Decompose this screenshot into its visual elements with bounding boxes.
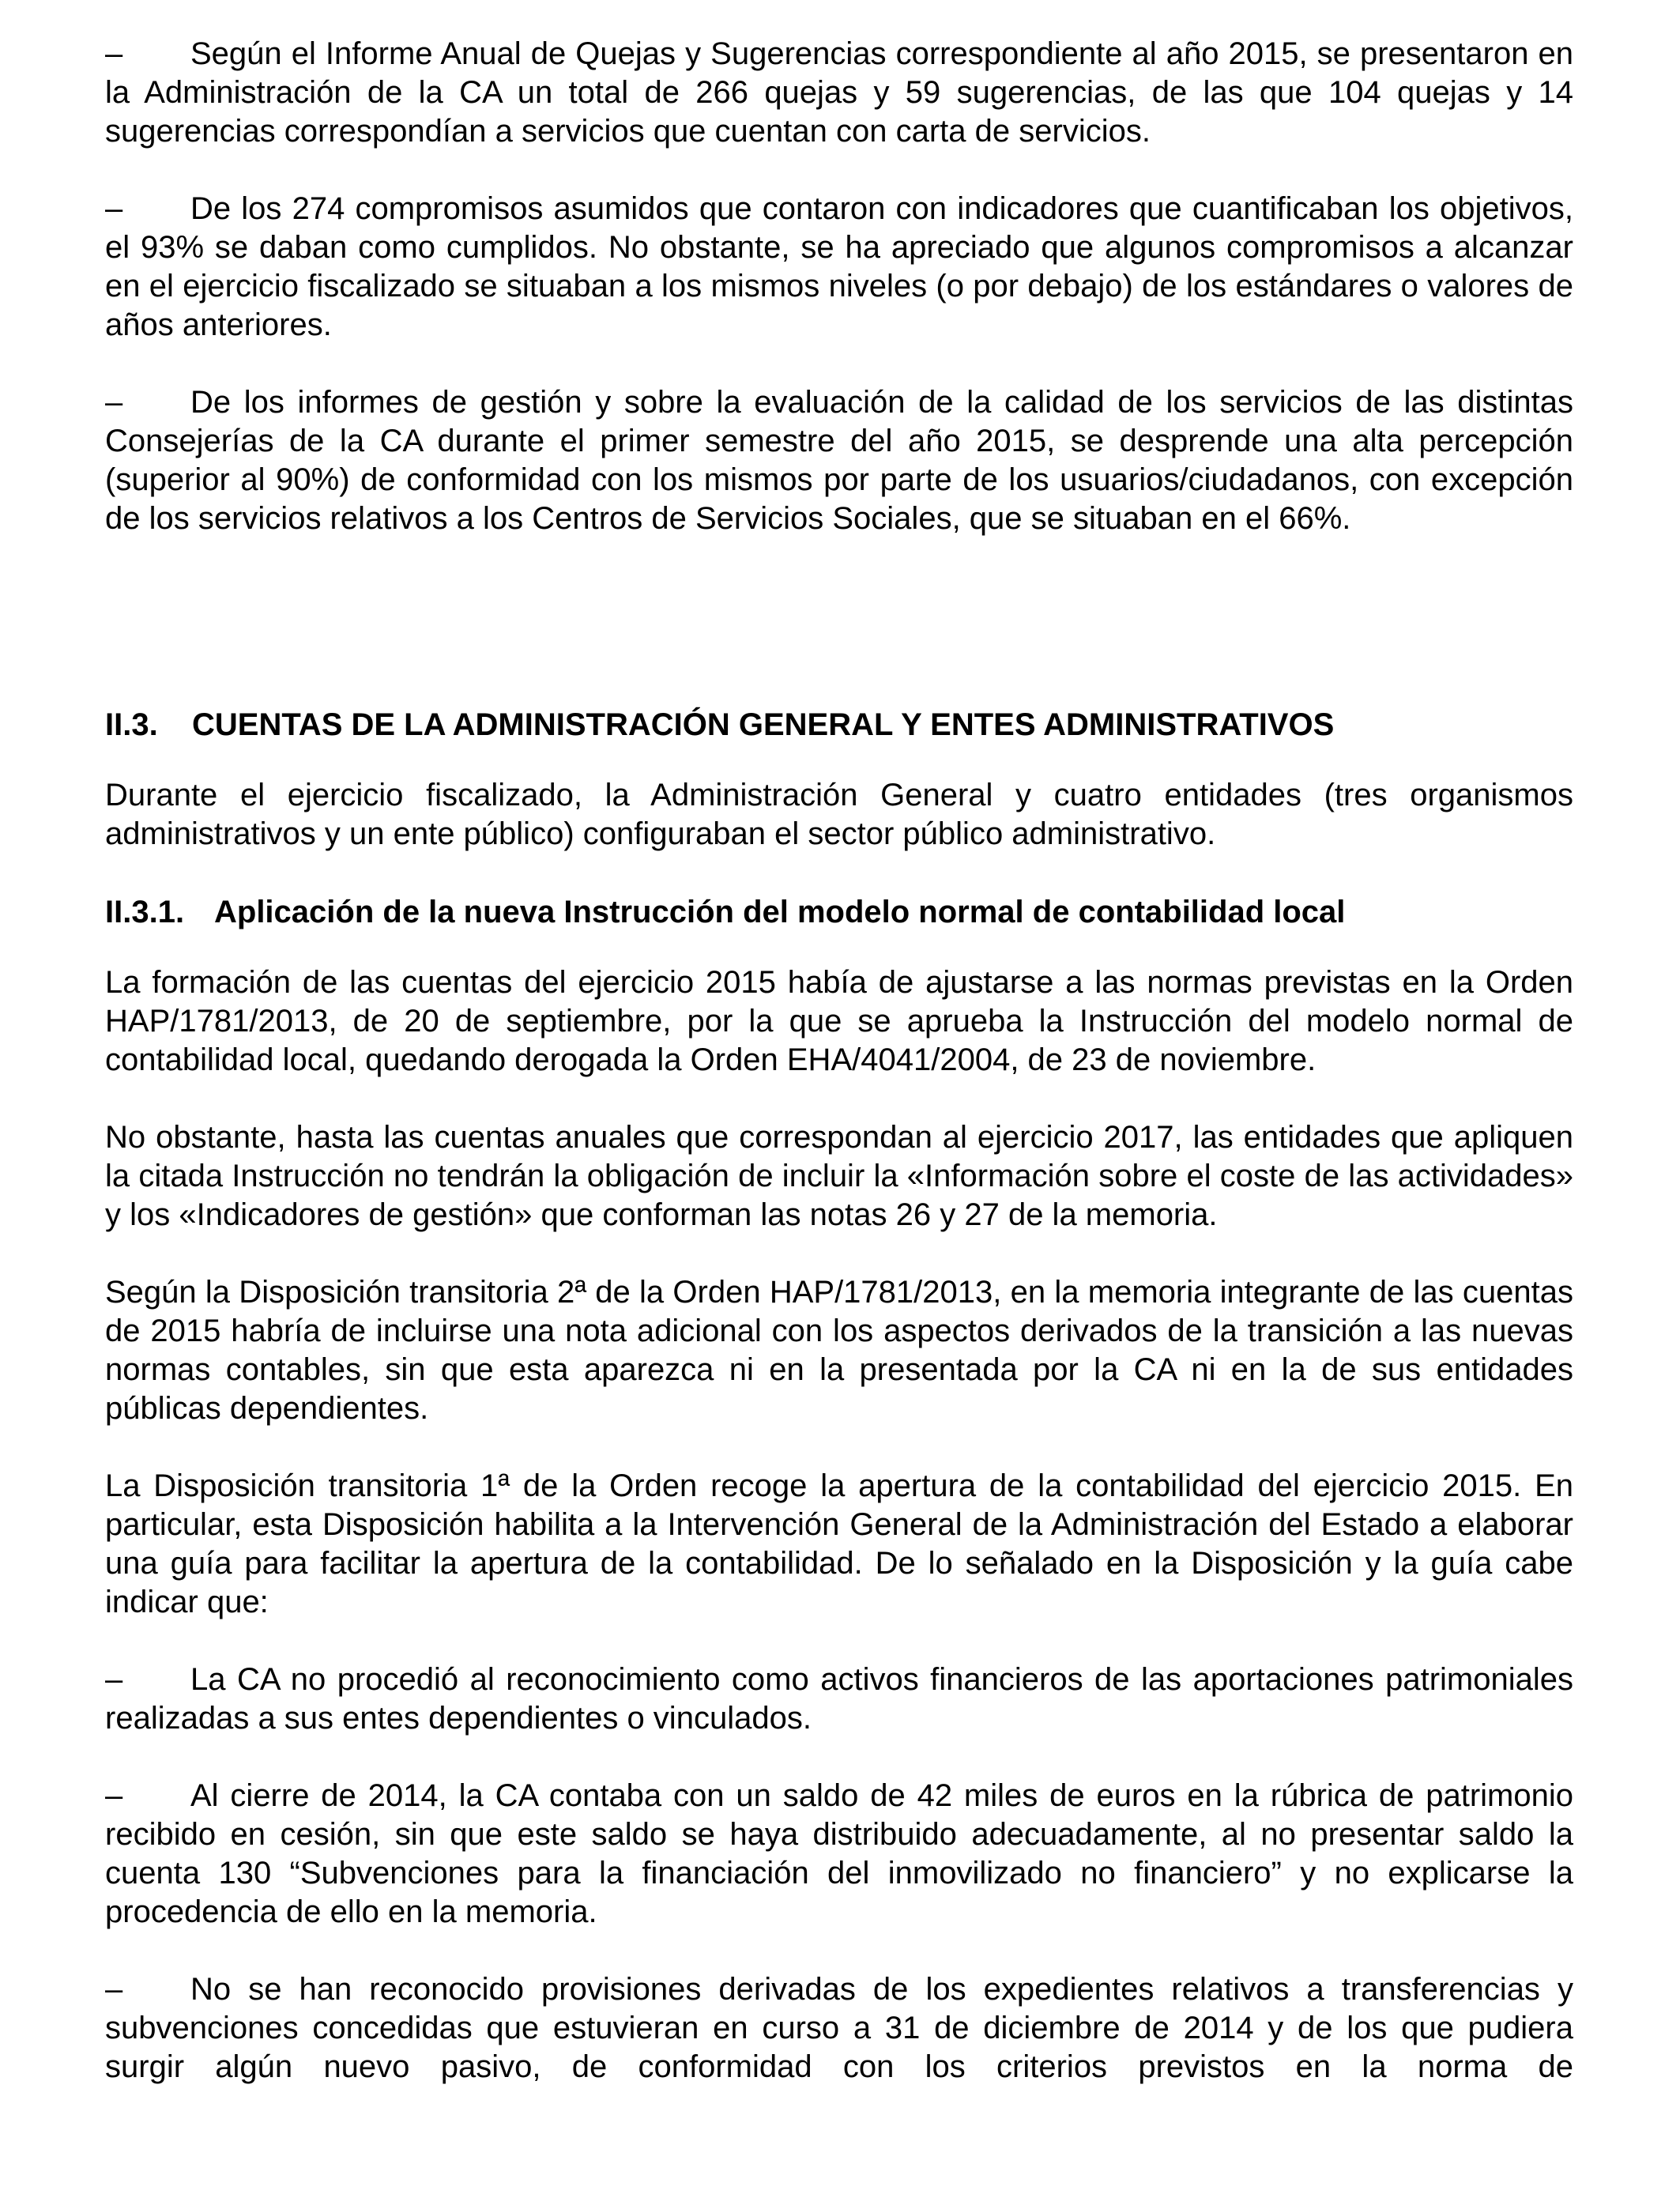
bullet-text: De los informes de gestión y sobre la evaluación de la calidad de los servicios de las distintas Consejerías de la CA durante el primer semestre del año 2015, se desprende una alta percepción (superior al 90%) de conformidad con los mismos por parte de los usuarios/ciudadanos, con excepción de los servicios relativos a los Centros de Servicios Sociales, que se situaban en el 66%. bbox=[105, 385, 1573, 536]
paragraph-no-obstante: No obstante, hasta las cuentas anuales que correspondan al ejercicio 2017, las entidades que apliquen la citada Instrucción no tendrán la obligación de incluir la «Información sobre el coste de las actividades» y los «Indicadores de gestión» que conforman las notas 26 y 27 de la memoria. bbox=[105, 1120, 1573, 1232]
section-heading bbox=[105, 706, 1573, 745]
bullet-paragraph-compromisos bbox=[105, 190, 1573, 345]
bullet-paragraph-activos bbox=[105, 1661, 1573, 1738]
paragraph-disposicion-1: La Disposición transitoria 1ª de la Orden recoge la apertura de la contabilidad del ejercicio 2015. En particular, esta Disposición habilita a la Intervención General de la Administración del Estado a elaborar una guía para facilitar la apertura de la contabilidad. De lo señalado en la Disposición y la guía cabe indicar que: bbox=[105, 1468, 1573, 1619]
section-number: II.3. bbox=[105, 707, 158, 742]
section-intro-paragraph: Durante el ejercicio fiscalizado, la Administración General y cuatro entidades (tres organismos administrativos y un ente público) configuraban el sector público administrativo. bbox=[105, 778, 1573, 851]
bullet-text: Según el Informe Anual de Quejas y Sugerencias correspondiente al año 2015, se presentaron en la Administración de la CA un total de 266 quejas y 59 sugerencias, de las que 104 quejas y 14 sugerencias correspondían a servicios que cuentan con carta de servicios. bbox=[105, 36, 1573, 149]
dash-bullet: – bbox=[105, 191, 123, 226]
bullet-text: La CA no procedió al reconocimiento como activos financieros de las aportaciones patrimoniales realizadas a sus entes dependientes o vinculados. bbox=[105, 1662, 1573, 1736]
bullet-paragraph-informes-gestion bbox=[105, 383, 1573, 538]
bullet-text: De los 274 compromisos asumidos que contaron con indicadores que cuantificaban los objetivos, el 93% se daban como cumplidos. No obstante, se ha apreciado que algunos compromisos a alcanzar en el ejercicio fiscalizado se situaban a los mismos niveles (o por debajo) de los estándares o valores de años anteriores. bbox=[105, 191, 1573, 342]
bullet-text: No se han reconocido provisiones derivadas de los expedientes relativos a transferencias y subvenciones concedidas que estuvieran en curso a 31 de diciembre de 2014 y de los que pudiera surgir algún nuevo pasivo, de conformidad con los criterios previstos en la norma de bbox=[105, 1972, 1573, 2084]
bullet-text: Al cierre de 2014, la CA contaba con un saldo de 42 miles de euros en la rúbrica de patrimonio recibido en cesión, sin que este saldo se haya distribuido adecuadamente, al no presentar saldo la cuenta 130 “Subvenciones para la financiación del inmovilizado no financiero” y no explicarse la procedencia de ello en la memoria. bbox=[105, 1778, 1573, 1929]
dash-bullet: – bbox=[105, 1972, 123, 2007]
dash-bullet: – bbox=[105, 385, 123, 420]
dash-bullet: – bbox=[105, 1778, 123, 1813]
bullet-paragraph-provisiones bbox=[105, 1970, 1573, 2087]
subsection-number: II.3.1. bbox=[105, 895, 185, 929]
paragraph-formacion-cuentas: La formación de las cuentas del ejercicio 2015 había de ajustarse a las normas previstas en la Orden HAP/1781/2013, de 20 de septiembre, por la que se aprueba la Instrucción del modelo normal de contabilidad local, quedando derogada la Orden EHA/4041/2004, de 23 de noviembre. bbox=[105, 965, 1573, 1077]
bullet-paragraph-cierre-2014 bbox=[105, 1777, 1573, 1932]
paragraph-disposicion-2: Según la Disposición transitoria 2ª de la Orden HAP/1781/2013, en la memoria integrante de las cuentas de 2015 habría de incluirse una nota adicional con los aspectos derivados de la transición a las nuevas normas contables, sin que esta aparezca ni en la presentada por la CA ni en la de sus entidades públicas dependientes. bbox=[105, 1275, 1573, 1426]
subsection-title: Aplicación de la nueva Instrucción del modelo normal de contabilidad local bbox=[214, 895, 1346, 929]
bullet-paragraph-quejas bbox=[105, 35, 1573, 151]
dash-bullet: – bbox=[105, 1662, 123, 1697]
dash-bullet: – bbox=[105, 36, 123, 71]
section-title: CUENTAS DE LA ADMINISTRACIÓN GENERAL Y ENTES ADMINISTRATIVOS bbox=[192, 707, 1335, 742]
subsection-heading bbox=[105, 893, 1573, 932]
